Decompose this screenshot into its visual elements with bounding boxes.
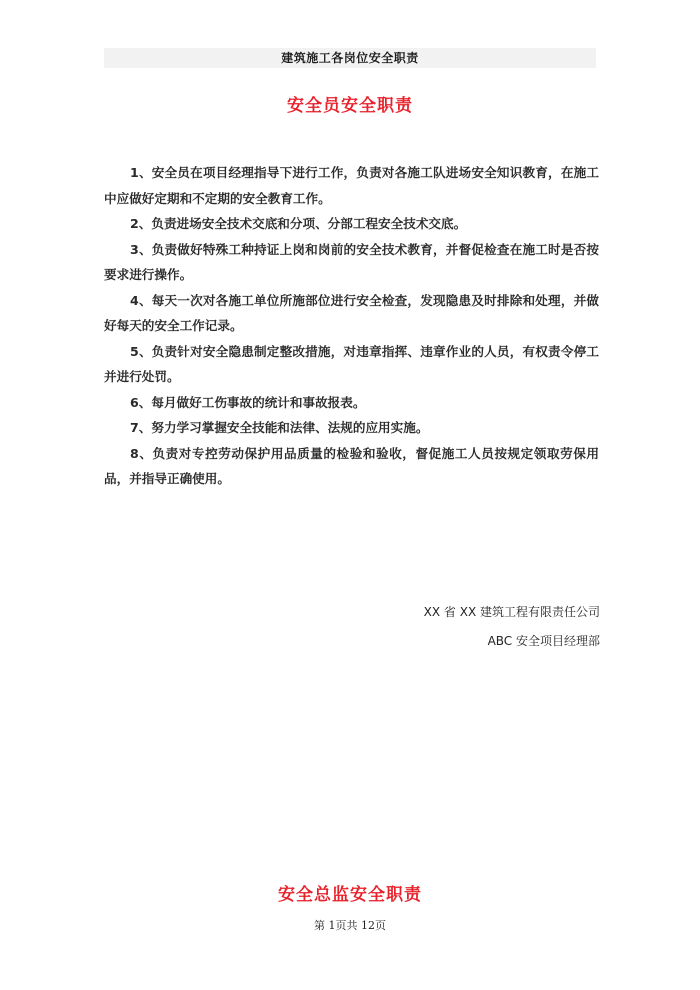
section-title-safety-director: 安全总监安全职责 <box>278 885 422 905</box>
section-title-safety-officer: 安全员安全职责 <box>287 96 413 116</box>
duty-item: 7、努力学习掌握安全技能和法律、法规的应用实施。 <box>130 420 429 435</box>
signature-department: ABC 安全项目经理部 <box>487 634 600 648</box>
duty-item: 8、负责对专控劳动保护用品质量的检验和验收，督促施工人员按规定领取劳保用品，并指导正确使用。 <box>104 445 599 486</box>
duty-item: 1、安全员在项目经理指导下进行工作，负责对各施工队进场安全知识教育，在施工中应做好定期和不定期的安全教育工作。 <box>104 165 599 206</box>
page-number: 第 1页共 12页 <box>314 919 386 932</box>
duty-item: 4、每天一次对各施工单位所施部位进行安全检查，发现隐患及时排除和处理，并做好每天的安全工作记录。 <box>104 292 599 333</box>
duty-item: 5、负责针对安全隐患制定整改措施，对违章指挥、违章作业的人员，有权责令停工并进行处罚。 <box>104 343 599 384</box>
signature-company: XX 省 XX 建筑工程有限责任公司 <box>423 605 600 619</box>
duty-item: 3、负责做好特殊工种持证上岗和岗前的安全技术教育，并督促检查在施工时是否按要求进行操作。 <box>104 241 599 282</box>
duty-list <box>104 160 599 492</box>
duty-item: 2、负责进场安全技术交底和分项、分部工程安全技术交底。 <box>130 216 467 231</box>
duty-item: 6、每月做好工伤事故的统计和事故报表。 <box>130 394 366 410</box>
running-header: 建筑施工各岗位安全职责 <box>104 48 596 68</box>
